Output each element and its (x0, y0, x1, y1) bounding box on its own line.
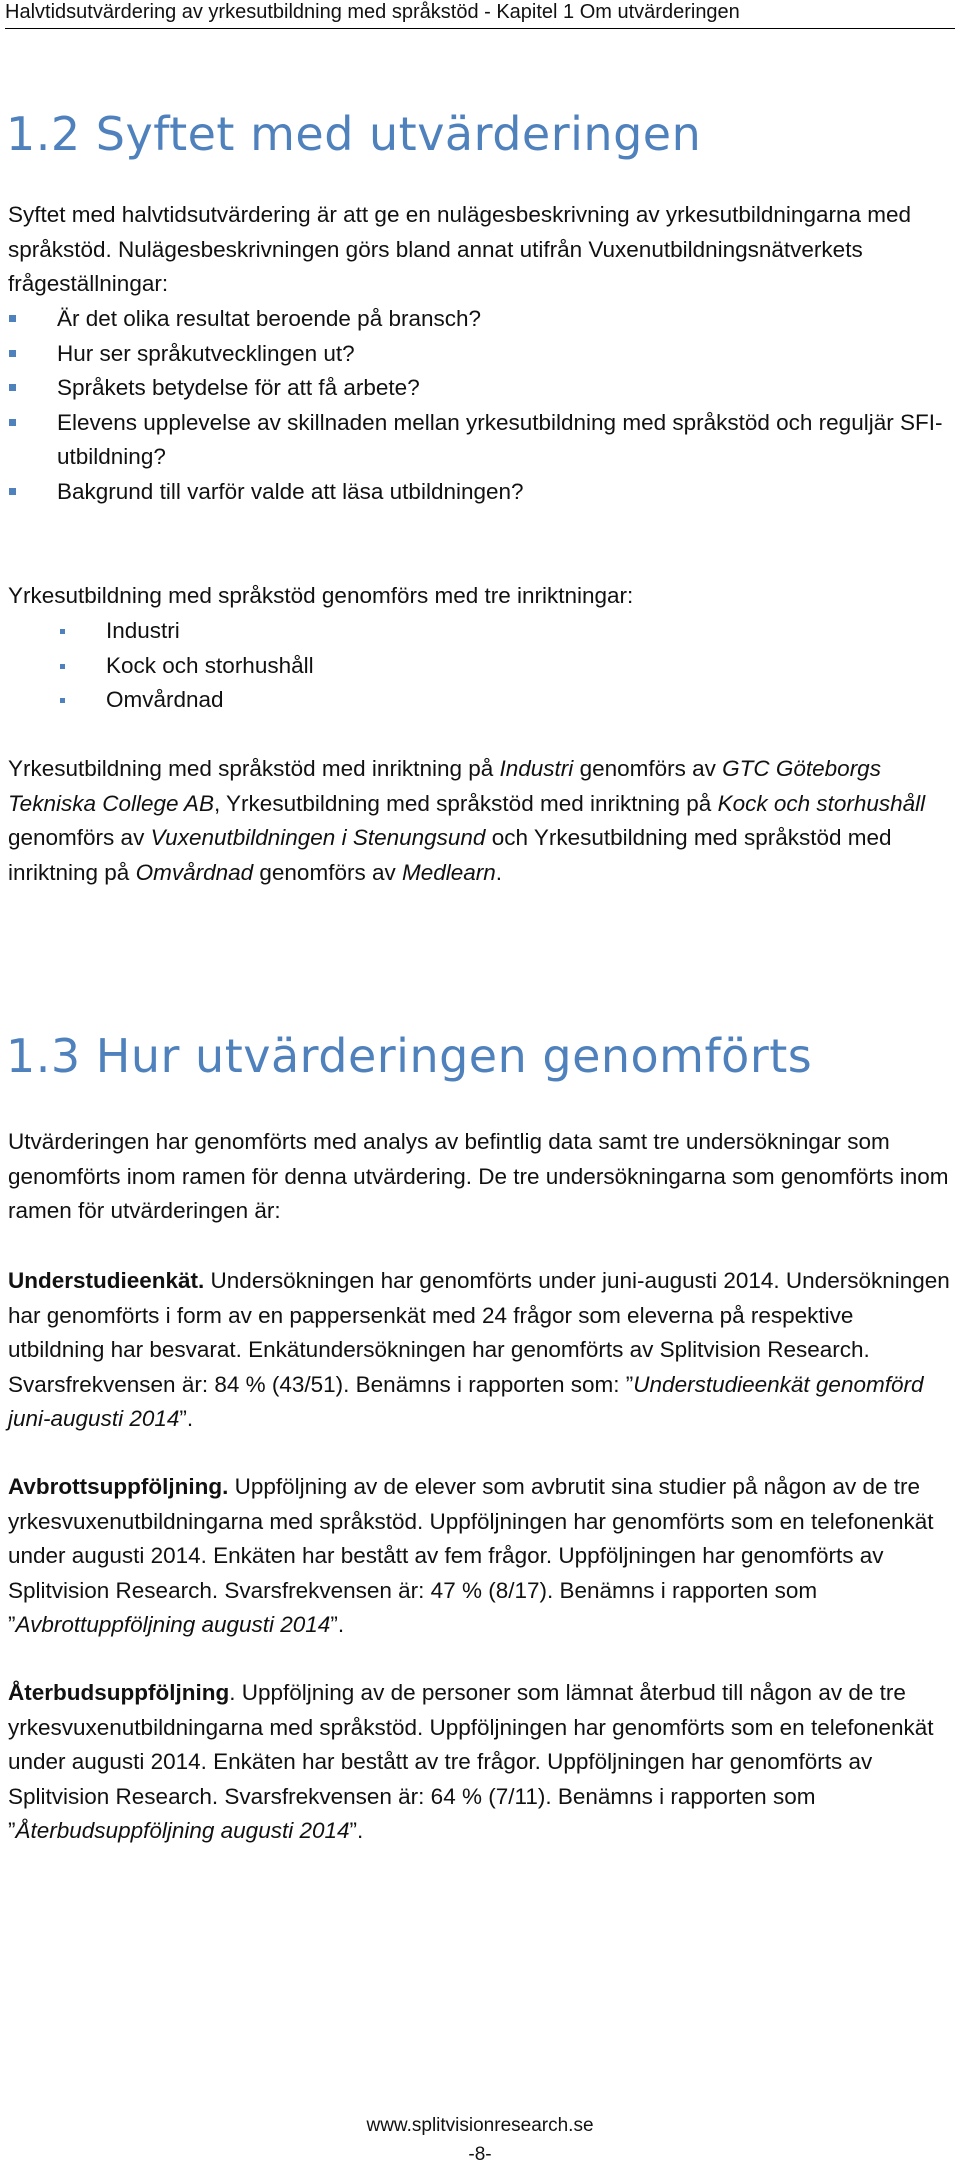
square-bullet-icon (9, 488, 16, 495)
square-bullet-icon (9, 315, 16, 322)
italic-run: Avbrottuppföljning augusti 2014 (15, 1612, 331, 1637)
square-bullet-icon (60, 698, 65, 703)
hur-intro-paragraph (8, 1125, 953, 1229)
text-run: genomförs av (8, 825, 151, 850)
page-number: -8- (468, 2144, 492, 2165)
italic-run: Medlearn (401, 859, 496, 885)
text-run: ”. (349, 1818, 364, 1843)
text-run: genomförs av (573, 756, 723, 781)
aterbud-paragraph (8, 1676, 953, 1849)
question-text: Bakgrund till varför valde att läsa utbildningen? (57, 478, 524, 504)
genomforande-paragraph (8, 752, 953, 890)
list-item (8, 683, 953, 718)
text-run: Yrkesutbildning med språkstöd med inriktning på (8, 756, 500, 781)
avbrott-paragraph (8, 1470, 953, 1643)
aterbud-text (8, 1676, 953, 1849)
section-heading-1-2: 1.2 Syftet med utvärderingen (6, 107, 702, 161)
square-bullet-icon (60, 629, 65, 634)
list-item (8, 614, 953, 649)
bold-run: Avbrottsuppföljning. (8, 1474, 229, 1499)
question-text: Elevens upplevelse av skillnaden mellan yrkesutbildning med språkstöd och reguljär SFI-utbildning? (57, 409, 943, 469)
list-item (8, 406, 953, 475)
square-bullet-icon (9, 350, 16, 357)
italic-run: Återbudsuppföljning augusti 2014 (15, 1818, 350, 1843)
text-run: Uppföljning av de elever som avbrutit sina studier på någon av de tre yrkesvuxenutbildningarna med språkstöd. Uppföljningen har genomförts som en telefonenkät under augusti 2014. Enkäten har bestått av fem frågor. Uppföljningen har genomförts av Splitvision Research. Svarsfrekvensen är: 47 % (8/17). Benämns i rapporten som ” (8, 1474, 934, 1637)
text-run: , Yrkesutbildning med språkstöd med inriktning på (213, 790, 718, 816)
list-item (8, 475, 953, 510)
italic-run: Kock och storhushåll (717, 790, 926, 816)
text-run: genomförs av (253, 859, 402, 885)
syfte-intro-paragraph (8, 198, 953, 302)
inriktningar-intro-paragraph (8, 579, 953, 614)
understudie-text (8, 1264, 953, 1437)
genomforande-text (8, 752, 953, 890)
list-item (8, 371, 953, 406)
avbrott-text (8, 1470, 953, 1643)
italic-run: Vuxenutbildningen i Stenungsund (150, 825, 486, 850)
text-run: och Yrkesutbildning med språkstöd med inriktning på (8, 825, 892, 885)
italic-run: Industri (499, 756, 574, 781)
text-run: ”. (179, 1406, 194, 1431)
text-run: ”. (330, 1612, 345, 1637)
bold-run: Återbudsuppföljning (8, 1680, 230, 1705)
text-run: . (495, 859, 503, 885)
bold-run: Understudieenkät. (8, 1268, 205, 1293)
italic-run: GTC Göteborgs Tekniska College AB (8, 756, 881, 816)
text-run: . Uppföljning av de personer som lämnat återbud till någon av de tre yrkesvuxenutbildningarna med språkstöd. Uppföljningen har genomförts som en telefonenkät under augusti 2014. Enkäten har bestått av tre frågor. Uppföljningen har genomförts av Splitvision Research. Svarsfrekvensen är: 64 % (7/11). Benämns i rapporten som ” (8, 1680, 934, 1843)
square-bullet-icon (9, 419, 16, 426)
square-bullet-icon (60, 664, 65, 669)
inriktningar-list (8, 614, 953, 718)
list-item (8, 649, 953, 684)
square-bullet-icon (9, 384, 16, 391)
hur-intro-text: Utvärderingen har genomförts med analys av befintlig data samt tre undersökningar som genomförts inom ramen för denna utvärdering. De tre undersökningarna som genomförts inom ramen för utvärderingen är: (8, 1129, 949, 1223)
running-header: Halvtidsutvärdering av yrkesutbildning med språkstöd - Kapitel 1 Om utvärderingen (5, 1, 740, 23)
list-item (8, 337, 953, 372)
inriktning-text: Kock och storhushåll (106, 652, 314, 678)
question-text: Hur ser språkutvecklingen ut? (57, 340, 355, 366)
inriktningar-intro-text: Yrkesutbildning med språkstöd genomförs med tre inriktningar: (8, 583, 634, 608)
text-run: Undersökningen har genomförts under juni-augusti 2014. Undersökningen har genomförts i form av en pappersenkät med 24 frågor som eleverna på respektive utbildning har besvarat. Enkätundersökningen har genomförts av Splitvision Research. Svarsfrekvensen är: 84 % (43/51). Benämns i rapporten som: ” (8, 1268, 950, 1397)
understudie-paragraph (8, 1264, 953, 1437)
question-text: Språkets betydelse för att få arbete? (57, 375, 420, 400)
list-item (8, 302, 953, 337)
italic-run: Omvårdnad (135, 859, 254, 885)
questions-list (8, 302, 953, 509)
footer-url: www.splitvisionresearch.se (366, 2115, 594, 2136)
header-divider (5, 28, 955, 29)
section-heading-1-3: 1.3 Hur utvärderingen genomförts (6, 1029, 813, 1083)
question-text: Är det olika resultat beroende på bransch? (57, 306, 482, 331)
inriktning-text: Industri (106, 618, 180, 643)
italic-run: Understudieenkät genomförd juni-augusti 2014 (8, 1371, 924, 1431)
inriktning-text: Omvårdnad (106, 687, 224, 712)
syfte-intro-text: Syftet med halvtidsutvärdering är att ge en nulägesbeskrivning av yrkesutbildningarna med språkstöd. Nulägesbeskrivningen görs bland annat utifrån Vuxenutbildningsnätverkets frågeställningar: (8, 202, 912, 296)
